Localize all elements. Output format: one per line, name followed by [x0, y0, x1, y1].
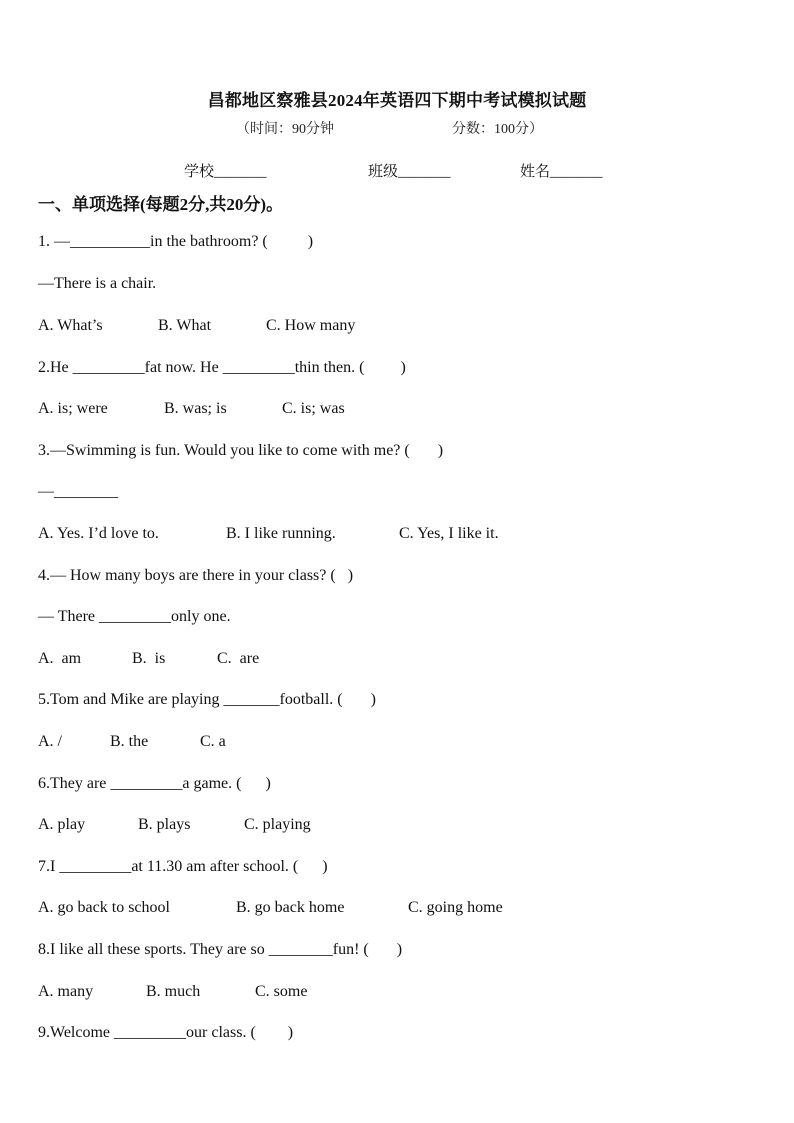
question-6-option-c: C. playing	[244, 816, 311, 833]
question-3-option-a: A. Yes. I’d love to.	[38, 525, 159, 542]
question-3-stem: 3.—Swimming is fun. Would you like to come with me? ( )	[38, 442, 444, 459]
question-1-reply: —There is a chair.	[38, 275, 157, 292]
question-4-option-b: B. is	[132, 650, 166, 667]
question-3-reply: —________	[38, 483, 118, 500]
question-7-option-b: B. go back home	[236, 899, 345, 916]
question-2-stem: 2.He _________fat now. He _________thin then. ( )	[38, 359, 406, 376]
question-3-option-b: B. I like running.	[226, 525, 336, 542]
question-7-stem: 7.I _________at 11.30 am after school. ( )	[38, 858, 328, 875]
question-8-option-b: B. much	[146, 983, 201, 1000]
question-4-option-c: C. are	[217, 650, 260, 667]
question-5-option-a: A. /	[38, 733, 62, 750]
question-5-option-b: B. the	[110, 733, 149, 750]
question-8-stem: 8.I like all these sports. They are so ________fun! ( )	[38, 941, 403, 958]
question-2-option-c: C. is; was	[282, 400, 345, 417]
page-title: 昌都地区察雅县2024年英语四下期中考试模拟试题	[207, 91, 587, 110]
question-4-reply: — There _________only one.	[38, 608, 231, 625]
class-field: 班级_______	[368, 164, 451, 180]
question-7-option-a: A. go back to school	[38, 899, 170, 916]
question-5-stem: 5.Tom and Mike are playing _______football. ( )	[38, 691, 376, 708]
question-6-option-b: B. plays	[138, 816, 191, 833]
name-field: 姓名_______	[520, 164, 603, 180]
question-4-stem: 4.— How many boys are there in your class? ( )	[38, 567, 354, 584]
total-score: 分数：100分）	[452, 122, 543, 137]
question-1-option-b: B. What	[158, 317, 212, 334]
question-2-option-a: A. is; were	[38, 400, 108, 417]
section-title: 一、单项选择(每题2分,共20分)。	[38, 195, 284, 214]
time-limit: （时间：90分钟	[236, 122, 334, 137]
question-9-stem: 9.Welcome _________our class. ( )	[38, 1024, 294, 1041]
question-6-option-a: A. play	[38, 816, 86, 833]
question-3-option-c: C. Yes, I like it.	[399, 525, 499, 542]
question-1-stem: 1. —__________in the bathroom? ( )	[38, 233, 314, 250]
question-5-option-c: C. a	[200, 733, 226, 750]
question-7-option-c: C. going home	[408, 899, 503, 916]
question-8-option-c: C. some	[255, 983, 308, 1000]
question-4-option-a: A. am	[38, 650, 82, 667]
question-8-option-a: A. many	[38, 983, 94, 1000]
school-field: 学校_______	[184, 164, 267, 180]
question-2-option-b: B. was; is	[164, 400, 227, 417]
question-1-option-a: A. What’s	[38, 317, 103, 334]
question-6-stem: 6.They are _________a game. ( )	[38, 775, 271, 792]
question-1-option-c: C. How many	[266, 317, 356, 334]
